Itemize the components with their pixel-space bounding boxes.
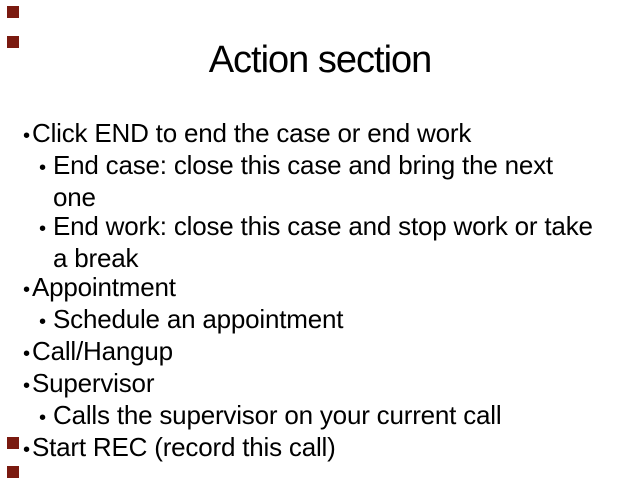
bullet-text: Click END to end the case or end work [32, 118, 472, 148]
bullet-text: Schedule an appointment [53, 304, 344, 334]
bullet-icon: • [39, 311, 46, 333]
bullet-icon: • [39, 157, 46, 179]
bullet-icon: • [23, 125, 30, 147]
bullet-item [23, 337, 633, 369]
bullet-item [23, 273, 633, 305]
bullet-list [23, 119, 633, 465]
bullet-item [39, 212, 633, 244]
bullet-item [23, 433, 633, 465]
slide-title: Action section [208, 39, 432, 81]
bullet-icon: • [39, 218, 46, 240]
bullet-text: Appointment [32, 272, 176, 302]
bullet-text: Calls the supervisor on your current call [53, 400, 502, 430]
bullet-item [23, 369, 633, 401]
bullet-item [39, 151, 633, 183]
bullet-item [39, 401, 633, 433]
bullet-text: Supervisor [32, 368, 155, 398]
bullet-icon: • [39, 407, 46, 429]
bullet-text: one [53, 182, 96, 212]
bullet-icon: • [23, 375, 30, 397]
bullet-text: a break [53, 243, 139, 273]
corner-marker-bottom-inner [7, 437, 19, 449]
corner-marker-top-outer [7, 6, 19, 18]
bullet-item [23, 119, 633, 151]
bullet-icon: • [23, 439, 30, 461]
bullet-text: End case: close this case and bring the next [53, 150, 553, 180]
bullet-text: End work: close this case and stop work or take [53, 211, 593, 241]
bullet-icon: • [23, 279, 30, 301]
bullet-text: Start REC (record this call) [32, 432, 336, 462]
bullet-item-continuation [39, 183, 633, 212]
corner-marker-bottom-outer [7, 466, 19, 478]
bullet-text: Call/Hangup [32, 336, 173, 366]
bullet-item [39, 305, 633, 337]
bullet-item-continuation [39, 244, 633, 273]
bullet-icon: • [23, 343, 30, 365]
